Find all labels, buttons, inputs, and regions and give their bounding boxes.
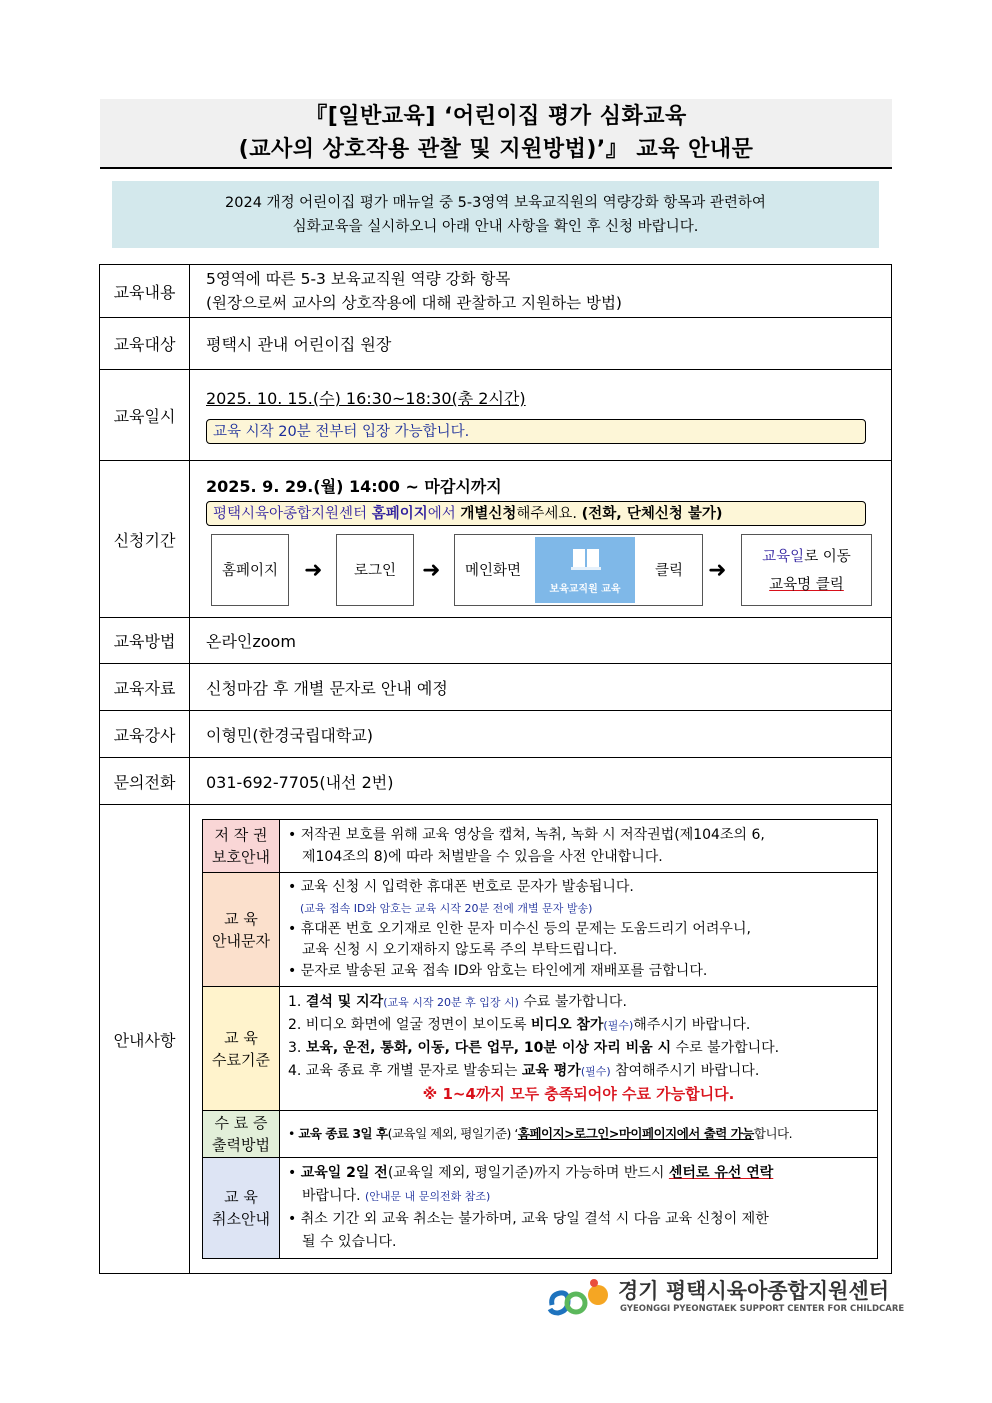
cancel-text-1: • 교육일 2일 전(교육일 제외, 평일기준)까지 가능하며 반드시 센터로 유선 연락 — [288, 1165, 774, 1181]
target-value: 평택시 관내 어린이집 원장 — [190, 318, 892, 370]
sms-text-3: 교육 신청 시 오기재하지 않도록 주의 부탁드립니다. — [302, 942, 618, 958]
certificate-text: • 교육 종료 3일 후(교육일 제외, 평일기준) ‘홈페이지>로그인>마이페이지에서 출력 가능합니다. — [280, 1111, 878, 1158]
completion-item-2: 2. 비디오 화면에 얼굴 정면이 보이도록 비디오 참가(필수)해주시기 바랍니다. — [288, 1017, 751, 1033]
method-value: 온라인zoom — [190, 618, 892, 664]
flow-goto: 로 이동 — [804, 549, 851, 565]
completion-label-2: 수료기준 — [212, 1050, 270, 1069]
cancel-text-4: 될 수 있습니다. — [302, 1234, 397, 1250]
certificate-label-1: 수 료 증 — [214, 1114, 268, 1132]
flow-edu-date: 교육일 — [762, 549, 805, 565]
sms-text-2: • 휴대폰 번호 오기재로 인한 문자 미수신 등의 문제는 도움드리기 어려우니, — [288, 921, 751, 937]
notice-table — [202, 819, 878, 1259]
title-line-2: (교사의 상호작용 관찰 및 지원방법)’』 교육 안내문 — [238, 137, 754, 162]
flow-step-main — [454, 534, 703, 606]
label-target: 교육대상 — [100, 318, 190, 370]
completion-item-4: 4. 교육 종료 후 개별 문자로 발송되는 교육 평가(필수) 참여해주시기 바랍니다. — [288, 1063, 760, 1079]
apply-note-a: 평택시육아종합지원센터 — [213, 506, 372, 522]
row-notice — [100, 805, 892, 1274]
flow-main-label: 메인화면 — [465, 563, 522, 579]
apply-note-f: (전화, 단체신청 불가) — [581, 506, 723, 522]
book-label: 보육교직원 교육 — [549, 584, 621, 595]
flow-step-login: 로그인 — [336, 534, 414, 606]
sms-text-1: • 교육 신청 시 입력한 휴대폰 번호로 문자가 발송됩니다. — [288, 879, 634, 895]
notice-cancel — [203, 1158, 878, 1259]
phone-value: 031-692-7705(내선 2번) — [190, 758, 892, 805]
sms-small-1: (교육 접속 ID와 암호는 교육 시작 20분 전에 개별 문자 발송) — [300, 902, 593, 915]
cancel-text-2: 바랍니다. (안내문 내 문의전화 참조) — [302, 1188, 491, 1204]
logo-icon — [546, 1275, 616, 1320]
label-apply: 신청기간 — [100, 461, 190, 618]
arrow-icon: ➜ — [422, 558, 441, 583]
content-line-1: 5영역에 따른 5-3 보육교직원 역량 강화 항목 — [206, 270, 511, 288]
notice-completion — [203, 987, 878, 1111]
apply-value: 2025. 9. 29.(월) 14:00 ~ 마감시까지 — [206, 477, 502, 496]
flow-step-goto — [741, 534, 872, 606]
label-method: 교육방법 — [100, 618, 190, 664]
intro-line-1: 2024 개정 어린이집 평가 매뉴얼 중 5-3영역 보육교직원의 역량강화 항목과 관련하여 — [225, 195, 766, 211]
date-value: 2025. 10. 15.(수) 16:30~18:30(총 2시간) — [206, 389, 526, 408]
label-notice: 안내사항 — [100, 805, 190, 1274]
flow-step-homepage: 홈페이지 — [211, 534, 289, 606]
copyright-text-1: • 저작권 보호를 위해 교육 영상을 캡쳐, 녹취, 녹화 시 저작권법(제104조의 6, — [288, 827, 765, 843]
date-note: 교육 시작 20분 전부터 입장 가능합니다. — [206, 419, 866, 444]
label-date: 교육일시 — [100, 370, 190, 461]
completion-item-1: 1. 결석 및 지각(교육 시작 20분 후 입장 시) 수료 불가합니다. — [288, 994, 627, 1010]
completion-warning: ※ 1~4까지 모두 충족되어야 수료 가능합니다. — [422, 1085, 735, 1103]
apply-note-c: 에서 — [427, 506, 461, 522]
book-icon — [571, 545, 601, 573]
intro-line-2: 심화교육을 실시하오니 아래 안내 사항을 확인 후 신청 바랍니다. — [292, 219, 699, 235]
cancel-text-3: • 취소 기간 외 교육 취소는 불가하며, 교육 당일 결석 시 다음 교육 신청이 제한 — [288, 1211, 769, 1227]
sms-label-1: 교 육 — [224, 909, 258, 928]
completion-label-1: 교 육 — [224, 1028, 258, 1047]
copyright-label-2: 보호안내 — [212, 848, 270, 866]
sms-label-2: 안내문자 — [212, 931, 270, 950]
copyright-label-1: 저 작 권 — [214, 826, 268, 844]
completion-item-3: 3. 보육, 운전, 통화, 이동, 다른 업무, 10분 이상 자리 비움 시 수로 불가합니다. — [288, 1040, 780, 1056]
label-lecturer: 교육강사 — [100, 711, 190, 758]
notice-copyright — [203, 820, 878, 873]
row-apply — [100, 461, 892, 618]
flow-click-label: 클릭 — [655, 563, 684, 579]
content-line-2: (원장으로써 교사의 상호작용에 대해 관찰하고 지원하는 방법) — [206, 294, 622, 312]
lecturer-value: 이형민(한경국립대학교) — [190, 711, 892, 758]
title-line-1: 『[일반교육] ‘어린이집 평가 심화교육 — [305, 104, 687, 129]
label-material: 교육자료 — [100, 664, 190, 711]
org-name-ko: 경기 평택시육아종합지원센터 — [618, 1279, 890, 1303]
apply-note — [206, 501, 866, 526]
cancel-label-1: 교 육 — [224, 1188, 258, 1206]
document-title — [100, 99, 892, 169]
copyright-text-2: 제104조의 8)에 따라 처벌받을 수 있음을 사전 안내합니다. — [302, 849, 663, 865]
row-material — [100, 664, 892, 711]
arrow-icon: ➜ — [304, 558, 323, 583]
cancel-label-2: 취소안내 — [212, 1210, 270, 1228]
sms-text-4: • 문자로 발송된 교육 접속 ID와 암호는 타인에게 재배포를 금합니다. — [288, 963, 708, 979]
notice-sms — [203, 873, 878, 987]
label-content: 교육내용 — [100, 265, 190, 318]
flow-click-name: 교육명 클릭 — [769, 577, 844, 593]
apply-flow — [206, 534, 891, 610]
label-phone: 문의전화 — [100, 758, 190, 805]
info-table — [99, 264, 892, 1274]
org-name-en: GYEONGGI PYEONGTAEK SUPPORT CENTER FOR CHILDCARE — [620, 1304, 905, 1314]
row-lecturer — [100, 711, 892, 758]
row-content — [100, 265, 892, 318]
row-method — [100, 618, 892, 664]
apply-note-individual: 개별신청 — [460, 506, 517, 522]
row-date — [100, 370, 892, 461]
intro-box — [112, 181, 879, 248]
row-phone — [100, 758, 892, 805]
apply-note-homepage: 홈페이지 — [371, 506, 428, 522]
certificate-label-2: 출력방법 — [212, 1136, 270, 1154]
arrow-icon: ➜ — [708, 558, 727, 583]
notice-certificate — [203, 1111, 878, 1158]
apply-note-e: 해주세요. — [516, 506, 582, 522]
material-value: 신청마감 후 개별 문자로 안내 예정 — [190, 664, 892, 711]
book-banner — [535, 537, 635, 603]
row-target — [100, 318, 892, 370]
center-logo — [546, 1275, 905, 1320]
